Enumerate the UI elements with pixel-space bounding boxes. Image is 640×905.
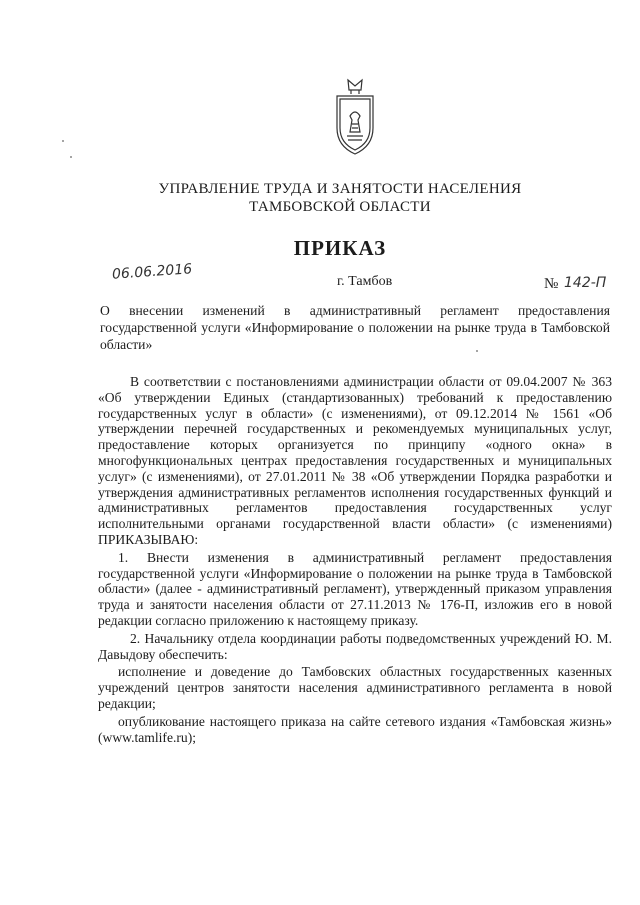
scan-speck	[70, 156, 72, 158]
organization-name-line2: ТАМБОВСКОЙ ОБЛАСТИ	[249, 199, 431, 215]
preamble-paragraph: В соответствии с постановлениями администрации области от 09.04.2007 № 363 «Об утверждении Единых (стандартизованных) требований к предоставлению государственных услуг в области» (с изменениями), от 09.12.2014 № 1561 «Об утверждении перечней государственных и рекомендуемых муниципальных услуг, предоставление которых организуется по принципу «одного окна» в многофункциональных центрах предоставления государственных и муниципальных услуг» (с изменениями), от 27.01.2011 № 38 «Об утверждении Порядка разработки и утверждения административных регламентов исполнения государственных функций и административных регламентов предоставления государственных услуг исполнительными органами государственной власти области» (с изменениями) ПРИКАЗЫВАЮ:	[98, 374, 612, 547]
number-label: №	[544, 276, 559, 292]
coat-of-arms-emblem	[330, 76, 380, 158]
scan-speck	[476, 350, 478, 352]
item-2b-paragraph: опубликование настоящего приказа на сайте сетевого издания «Тамбовская жизнь» (www.tamlife.ru);	[98, 713, 612, 745]
organization-name-line1: УПРАВЛЕНИЕ ТРУДА И ЗАНЯТОСТИ НАСЕЛЕНИЯ	[158, 181, 522, 197]
scan-speck	[62, 140, 64, 142]
handwritten-date: 06.06.2016	[111, 261, 193, 283]
order-subject: О внесении изменений в административный регламент предоставления государственной услуги «Информирование о положении на рынке труда в Тамбовской области»	[100, 303, 610, 352]
item-2a-paragraph: исполнение и доведение до Тамбовских областных государственных казенных учреждений центров занятости населения административного регламента в новой редакции;	[98, 664, 612, 711]
document-title: ПРИКАЗ	[293, 236, 387, 260]
item-2-paragraph: 2. Начальнику отдела координации работы подведомственных учреждений Ю. М. Давыдову обеспечить:	[98, 630, 612, 662]
item-1-paragraph: 1. Внести изменения в административный регламент предоставления государственной услуги «Информирование о положении на рынке труда в Тамбовской области» (далее - административный регламент), утвержденный приказом управления труда и занятости населения области от 27.11.2013 № 176-П, изложив его в новой редакции согласно приложению к настоящему приказу.	[98, 549, 612, 628]
city: г. Тамбов	[337, 274, 393, 289]
order-body	[98, 374, 612, 747]
handwritten-number: 142-П	[564, 275, 607, 291]
